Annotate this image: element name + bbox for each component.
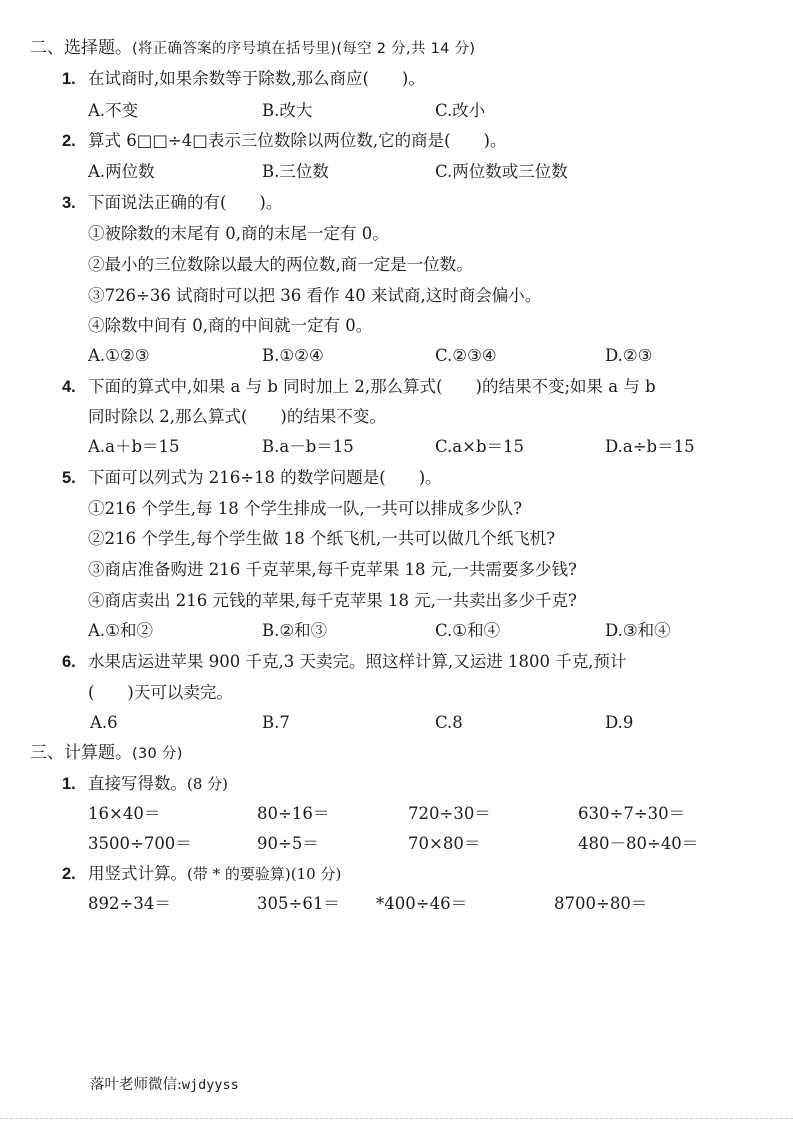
option-a: A.①和② (88, 621, 153, 640)
footer (90, 1073, 239, 1094)
question-number: 2. (62, 132, 76, 150)
option-c: C.②③④ (435, 346, 497, 365)
question-text: 下面可以列式为 216÷18 的数学问题是( )。 (88, 468, 442, 487)
section-3-heading (30, 742, 183, 765)
question-number: 2. (62, 865, 76, 883)
calc-question-1 (62, 773, 228, 795)
statement-1: ①被除数的末尾有 0,商的末尾一定有 0。 (88, 224, 389, 243)
question-note: (带 * 的要验算)(10 分) (187, 865, 342, 883)
expression: 70×80＝ (408, 834, 481, 853)
option-a: A.不变 (88, 101, 139, 120)
expression: *400÷46＝ (376, 894, 468, 913)
question-text: 下面说法正确的有( )。 (88, 193, 283, 212)
option-b: B.②和③ (262, 621, 328, 640)
question-note: (8 分) (187, 775, 229, 793)
question-1 (62, 68, 425, 90)
question-number: 1. (62, 775, 76, 793)
question-2 (62, 130, 506, 152)
question-5 (62, 467, 442, 489)
expression: 80÷16＝ (257, 804, 330, 823)
section-2-note: (将正确答案的序号填在括号里)(每空 2 分,共 14 分) (132, 41, 476, 57)
footer-wechat: wjdyyss (181, 1077, 239, 1093)
option-b: B.a－b＝15 (262, 437, 354, 456)
option-c: C.两位数或三位数 (435, 162, 568, 181)
option-a: A.6 (90, 713, 118, 732)
option-c: C.8 (435, 713, 463, 732)
statement-3: ③726÷36 试商时可以把 36 看作 40 来试商,这时商会偏小。 (88, 286, 542, 305)
bottom-divider (0, 1118, 793, 1119)
expression: 16×40＝ (88, 804, 161, 823)
statement-1: ①216 个学生,每 18 个学生排成一队,一共可以排成多少队? (88, 499, 523, 518)
question-number: 5. (62, 469, 76, 487)
expression: 3500÷700＝ (88, 834, 192, 853)
question-number: 3. (62, 194, 76, 212)
option-d: D.②③ (605, 346, 653, 365)
expression: 305÷61＝ (257, 894, 340, 913)
question-text: 直接写得数。 (88, 774, 187, 793)
question-text: 用竖式计算。 (88, 864, 187, 883)
footer-label: 落叶老师微信: (90, 1077, 182, 1093)
statement-4: ④商店卖出 216 元钱的苹果,每千克苹果 18 元,一共卖出多少千克? (88, 591, 577, 610)
option-a: A.①②③ (88, 346, 150, 365)
section-3-note: (30 分) (132, 746, 183, 762)
question-number: 6. (62, 653, 76, 671)
option-d: D.a÷b＝15 (605, 437, 695, 456)
statement-4: ④除数中间有 0,商的中间就一定有 0。 (88, 316, 373, 335)
expression: 480－80÷40＝ (578, 834, 699, 853)
option-a: A.两位数 (88, 162, 155, 181)
statement-2: ②216 个学生,每个学生做 18 个纸飞机,一共可以做几个纸飞机? (88, 529, 556, 548)
option-b: B.改大 (262, 101, 313, 120)
expression: 8700÷80＝ (554, 894, 648, 913)
question-text: 算式 6□□÷4□表示三位数除以两位数,它的商是( )。 (88, 131, 507, 150)
statement-3: ③商店准备购进 216 千克苹果,每千克苹果 18 元,一共需要多少钱? (88, 560, 577, 579)
question-4 (62, 376, 656, 398)
statement-2: ②最小的三位数除以最大的两位数,商一定是一位数。 (88, 255, 473, 274)
expression: 630÷7÷30＝ (578, 804, 686, 823)
question-text: 下面的算式中,如果 a 与 b 同时加上 2,那么算式( )的结果不变;如果 a 与 b (88, 377, 656, 396)
expression: 720÷30＝ (408, 804, 491, 823)
section-2-title: 二、选择题。 (30, 38, 132, 58)
calc-question-2 (62, 863, 341, 885)
option-b: B.①②④ (262, 346, 324, 365)
option-c: C.①和④ (435, 621, 501, 640)
question-text: 水果店运进苹果 900 千克,3 天卖完。照这样计算,又运进 1800 千克,预计 (88, 652, 627, 671)
section-2-heading (30, 37, 475, 60)
option-a: A.a＋b＝15 (88, 437, 180, 456)
question-6 (62, 651, 626, 673)
option-d: D.③和④ (605, 621, 671, 640)
question-text: 在试商时,如果余数等于除数,那么商应( )。 (88, 69, 425, 88)
question-number: 1. (62, 70, 76, 88)
question-text-cont: 同时除以 2,那么算式( )的结果不变。 (88, 407, 386, 426)
option-b: B.7 (262, 713, 290, 732)
option-b: B.三位数 (262, 162, 329, 181)
question-text-cont: ( )天可以卖完。 (88, 683, 233, 702)
question-3 (62, 192, 282, 214)
expression: 90÷5＝ (257, 834, 319, 853)
expression: 892÷34＝ (88, 894, 171, 913)
option-d: D.9 (605, 713, 634, 732)
question-number: 4. (62, 378, 76, 396)
section-3-title: 三、计算题。 (30, 743, 132, 763)
option-c: C.改小 (435, 101, 486, 120)
option-c: C.a×b＝15 (435, 437, 525, 456)
